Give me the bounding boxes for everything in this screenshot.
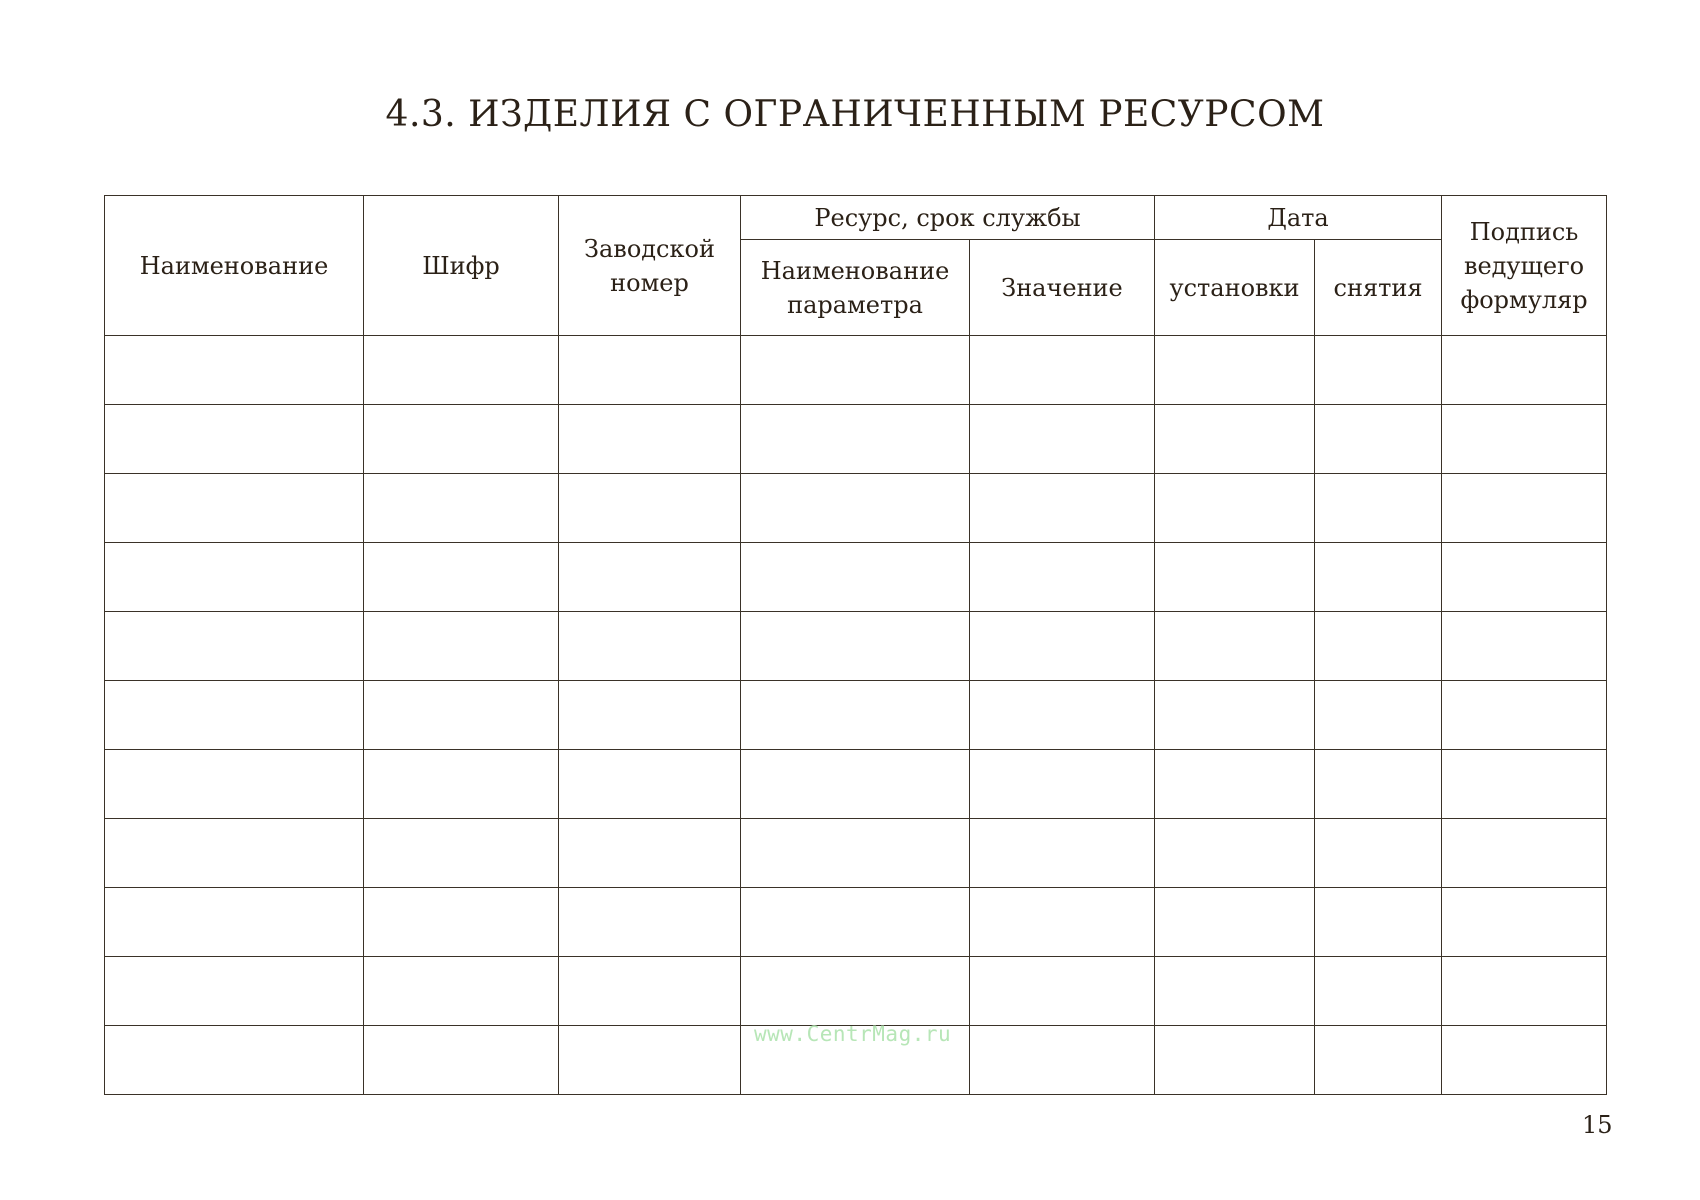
table-row: [105, 681, 1607, 750]
empty-cell-serial-number[interactable]: [559, 681, 741, 750]
empty-cell-name[interactable]: [105, 474, 364, 543]
empty-cell-name[interactable]: [105, 819, 364, 888]
empty-cell-signature[interactable]: [1442, 474, 1607, 543]
table-row: [105, 336, 1607, 405]
header-parameter-name: Наименование параметра: [741, 240, 970, 336]
table-row: [105, 819, 1607, 888]
empty-cell-parameter-name[interactable]: [741, 750, 970, 819]
empty-cell-signature[interactable]: [1442, 888, 1607, 957]
empty-cell-value[interactable]: [970, 543, 1155, 612]
empty-cell-date-installed[interactable]: [1155, 405, 1315, 474]
header-date-removed: снятия: [1315, 240, 1442, 336]
empty-cell-date-installed[interactable]: [1155, 1026, 1315, 1095]
empty-cell-parameter-name[interactable]: [741, 819, 970, 888]
empty-cell-value[interactable]: [970, 1026, 1155, 1095]
empty-cell-serial-number[interactable]: [559, 336, 741, 405]
empty-cell-value[interactable]: [970, 819, 1155, 888]
empty-cell-parameter-name[interactable]: [741, 888, 970, 957]
empty-cell-value[interactable]: [970, 957, 1155, 1026]
header-resource-group: Ресурс, срок службы: [741, 196, 1155, 240]
empty-cell-code[interactable]: [364, 957, 559, 1026]
empty-cell-date-installed[interactable]: [1155, 612, 1315, 681]
empty-cell-serial-number[interactable]: [559, 1026, 741, 1095]
empty-cell-parameter-name[interactable]: [741, 612, 970, 681]
table-row: [105, 405, 1607, 474]
empty-cell-code[interactable]: [364, 681, 559, 750]
empty-cell-parameter-name[interactable]: [741, 957, 970, 1026]
header-date-group: Дата: [1155, 196, 1442, 240]
empty-cell-serial-number[interactable]: [559, 750, 741, 819]
watermark: www.CentrMag.ru: [754, 1022, 952, 1046]
header-name: Наименование: [105, 196, 364, 336]
empty-cell-date-removed[interactable]: [1315, 750, 1442, 819]
empty-cell-code[interactable]: [364, 543, 559, 612]
empty-cell-date-installed[interactable]: [1155, 543, 1315, 612]
empty-cell-value[interactable]: [970, 888, 1155, 957]
empty-cell-date-removed[interactable]: [1315, 474, 1442, 543]
empty-cell-serial-number[interactable]: [559, 612, 741, 681]
table-row: [105, 474, 1607, 543]
empty-cell-serial-number[interactable]: [559, 405, 741, 474]
empty-cell-code[interactable]: [364, 750, 559, 819]
empty-cell-name[interactable]: [105, 405, 364, 474]
empty-cell-parameter-name[interactable]: [741, 681, 970, 750]
empty-cell-date-installed[interactable]: [1155, 681, 1315, 750]
empty-cell-signature[interactable]: [1442, 336, 1607, 405]
empty-cell-parameter-name[interactable]: [741, 474, 970, 543]
empty-cell-date-removed[interactable]: [1315, 612, 1442, 681]
empty-cell-value[interactable]: [970, 405, 1155, 474]
empty-cell-name[interactable]: [105, 1026, 364, 1095]
header-code: Шифр: [364, 196, 559, 336]
empty-cell-signature[interactable]: [1442, 957, 1607, 1026]
empty-cell-code[interactable]: [364, 888, 559, 957]
empty-cell-parameter-name[interactable]: [741, 405, 970, 474]
empty-cell-date-installed[interactable]: [1155, 888, 1315, 957]
empty-cell-date-removed[interactable]: [1315, 888, 1442, 957]
empty-cell-code[interactable]: [364, 336, 559, 405]
empty-cell-value[interactable]: [970, 612, 1155, 681]
empty-cell-code[interactable]: [364, 1026, 559, 1095]
empty-cell-name[interactable]: [105, 750, 364, 819]
empty-cell-date-installed[interactable]: [1155, 750, 1315, 819]
empty-cell-signature[interactable]: [1442, 819, 1607, 888]
header-date-installed: установки: [1155, 240, 1315, 336]
table-row: [105, 957, 1607, 1026]
table-row: [105, 888, 1607, 957]
empty-cell-code[interactable]: [364, 819, 559, 888]
empty-cell-value[interactable]: [970, 681, 1155, 750]
empty-cell-parameter-name[interactable]: [741, 336, 970, 405]
empty-cell-signature[interactable]: [1442, 405, 1607, 474]
header-serial-number: Заводской номер: [559, 196, 741, 336]
empty-cell-value[interactable]: [970, 336, 1155, 405]
empty-cell-date-installed[interactable]: [1155, 336, 1315, 405]
table-row: [105, 750, 1607, 819]
empty-cell-date-removed[interactable]: [1315, 405, 1442, 474]
limited-resource-items-table: [104, 195, 1607, 1095]
empty-cell-code[interactable]: [364, 612, 559, 681]
empty-cell-name[interactable]: [105, 336, 364, 405]
empty-cell-value[interactable]: [970, 474, 1155, 543]
empty-cell-code[interactable]: [364, 405, 559, 474]
empty-cell-serial-number[interactable]: [559, 474, 741, 543]
empty-cell-signature[interactable]: [1442, 681, 1607, 750]
empty-cell-value[interactable]: [970, 750, 1155, 819]
empty-cell-date-installed[interactable]: [1155, 957, 1315, 1026]
header-value: Значение: [970, 240, 1155, 336]
empty-cell-date-removed[interactable]: [1315, 1026, 1442, 1095]
empty-cell-serial-number[interactable]: [559, 819, 741, 888]
empty-cell-date-installed[interactable]: [1155, 474, 1315, 543]
page-title: 4.3. ИЗДЕЛИЯ С ОГРАНИЧЕННЫМ РЕСУРСОМ: [385, 94, 1325, 135]
empty-cell-signature[interactable]: [1442, 612, 1607, 681]
empty-cell-date-removed[interactable]: [1315, 681, 1442, 750]
table-row: [105, 543, 1607, 612]
empty-cell-serial-number[interactable]: [559, 888, 741, 957]
empty-cell-serial-number[interactable]: [559, 957, 741, 1026]
empty-cell-date-removed[interactable]: [1315, 543, 1442, 612]
empty-cell-signature[interactable]: [1442, 543, 1607, 612]
page-number: 15: [1582, 1111, 1613, 1139]
empty-cell-signature[interactable]: [1442, 750, 1607, 819]
empty-cell-name[interactable]: [105, 543, 364, 612]
empty-cell-date-removed[interactable]: [1315, 336, 1442, 405]
empty-cell-date-removed[interactable]: [1315, 819, 1442, 888]
empty-cell-date-installed[interactable]: [1155, 819, 1315, 888]
table-row: [105, 612, 1607, 681]
empty-cell-name[interactable]: [105, 888, 364, 957]
empty-cell-name[interactable]: [105, 612, 364, 681]
table-body: [105, 336, 1607, 1095]
empty-cell-date-removed[interactable]: [1315, 957, 1442, 1026]
header-signature: Подпись ведущего формуляр: [1442, 196, 1607, 336]
empty-cell-name[interactable]: [105, 957, 364, 1026]
empty-cell-code[interactable]: [364, 474, 559, 543]
empty-cell-name[interactable]: [105, 681, 364, 750]
header-row-top: [105, 196, 1607, 240]
empty-cell-serial-number[interactable]: [559, 543, 741, 612]
empty-cell-signature[interactable]: [1442, 1026, 1607, 1095]
empty-cell-parameter-name[interactable]: [741, 543, 970, 612]
